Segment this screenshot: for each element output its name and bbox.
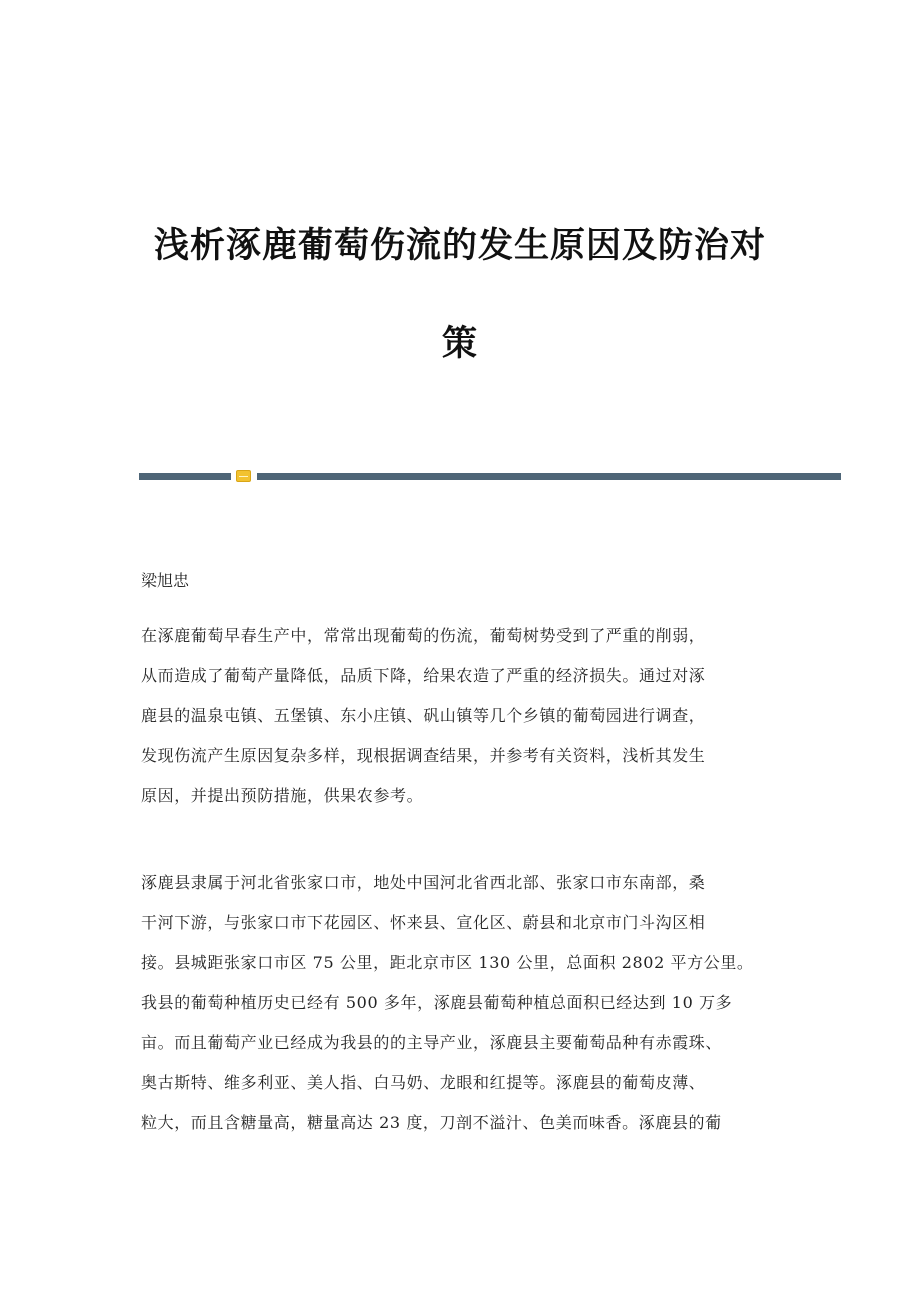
document-title-line-2: 策	[441, 323, 478, 364]
paragraph-line: 发现伤流产生原因复杂多样，现根据调查结果，并参考有关资料，浅析其发生	[141, 746, 706, 765]
divider-bar-left	[139, 473, 231, 480]
paragraph-line: 粒大，而且含糖量高，糖量高达 23 度，刀剖不溢汁、色美而味香。涿鹿县的葡	[141, 1113, 722, 1132]
paragraph-line: 原因，并提出预防措施，供果农参考。	[141, 786, 424, 805]
paragraph-line: 从而造成了葡萄产量降低，品质下降，给果农造了严重的经济损失。通过对涿	[141, 666, 706, 685]
paragraph-line: 奥古斯特、维多利亚、美人指、白马奶、龙眼和红提等。涿鹿县的葡萄皮薄、	[141, 1073, 706, 1092]
paragraph-line: 干河下游，与张家口市下花园区、怀来县、宣化区、蔚县和北京市门斗沟区相	[141, 913, 706, 932]
title-divider	[139, 470, 841, 482]
paragraph-background	[141, 863, 754, 1143]
paragraph-line: 接。县城距张家口市区 75 公里，距北京市区 130 公里，总面积 2802 平方公里。	[141, 953, 754, 972]
paragraph-line: 我县的葡萄种植历史已经有 500 多年，涿鹿县葡萄种植总面积已经达到 10 万多	[141, 993, 733, 1012]
paragraph-line: 鹿县的温泉屯镇、五堡镇、东小庄镇、矾山镇等几个乡镇的葡萄园进行调查，	[141, 706, 706, 725]
paragraph-abstract	[141, 616, 705, 816]
divider-bar-right	[257, 473, 841, 480]
paragraph-line: 涿鹿县隶属于河北省张家口市，地处中国河北省西北部、张家口市东南部，桑	[141, 873, 706, 892]
document-title-line-1: 浅析涿鹿葡萄伤流的发生原因及防治对	[153, 225, 766, 266]
author-name: 梁旭忠	[141, 571, 190, 590]
paragraph-line: 亩。而且葡萄产业已经成为我县的的主导产业，涿鹿县主要葡萄品种有赤霞珠、	[141, 1033, 723, 1052]
document-icon	[236, 470, 251, 482]
paragraph-line: 在涿鹿葡萄早春生产中，常常出现葡萄的伤流，葡萄树势受到了严重的削弱，	[141, 626, 706, 645]
